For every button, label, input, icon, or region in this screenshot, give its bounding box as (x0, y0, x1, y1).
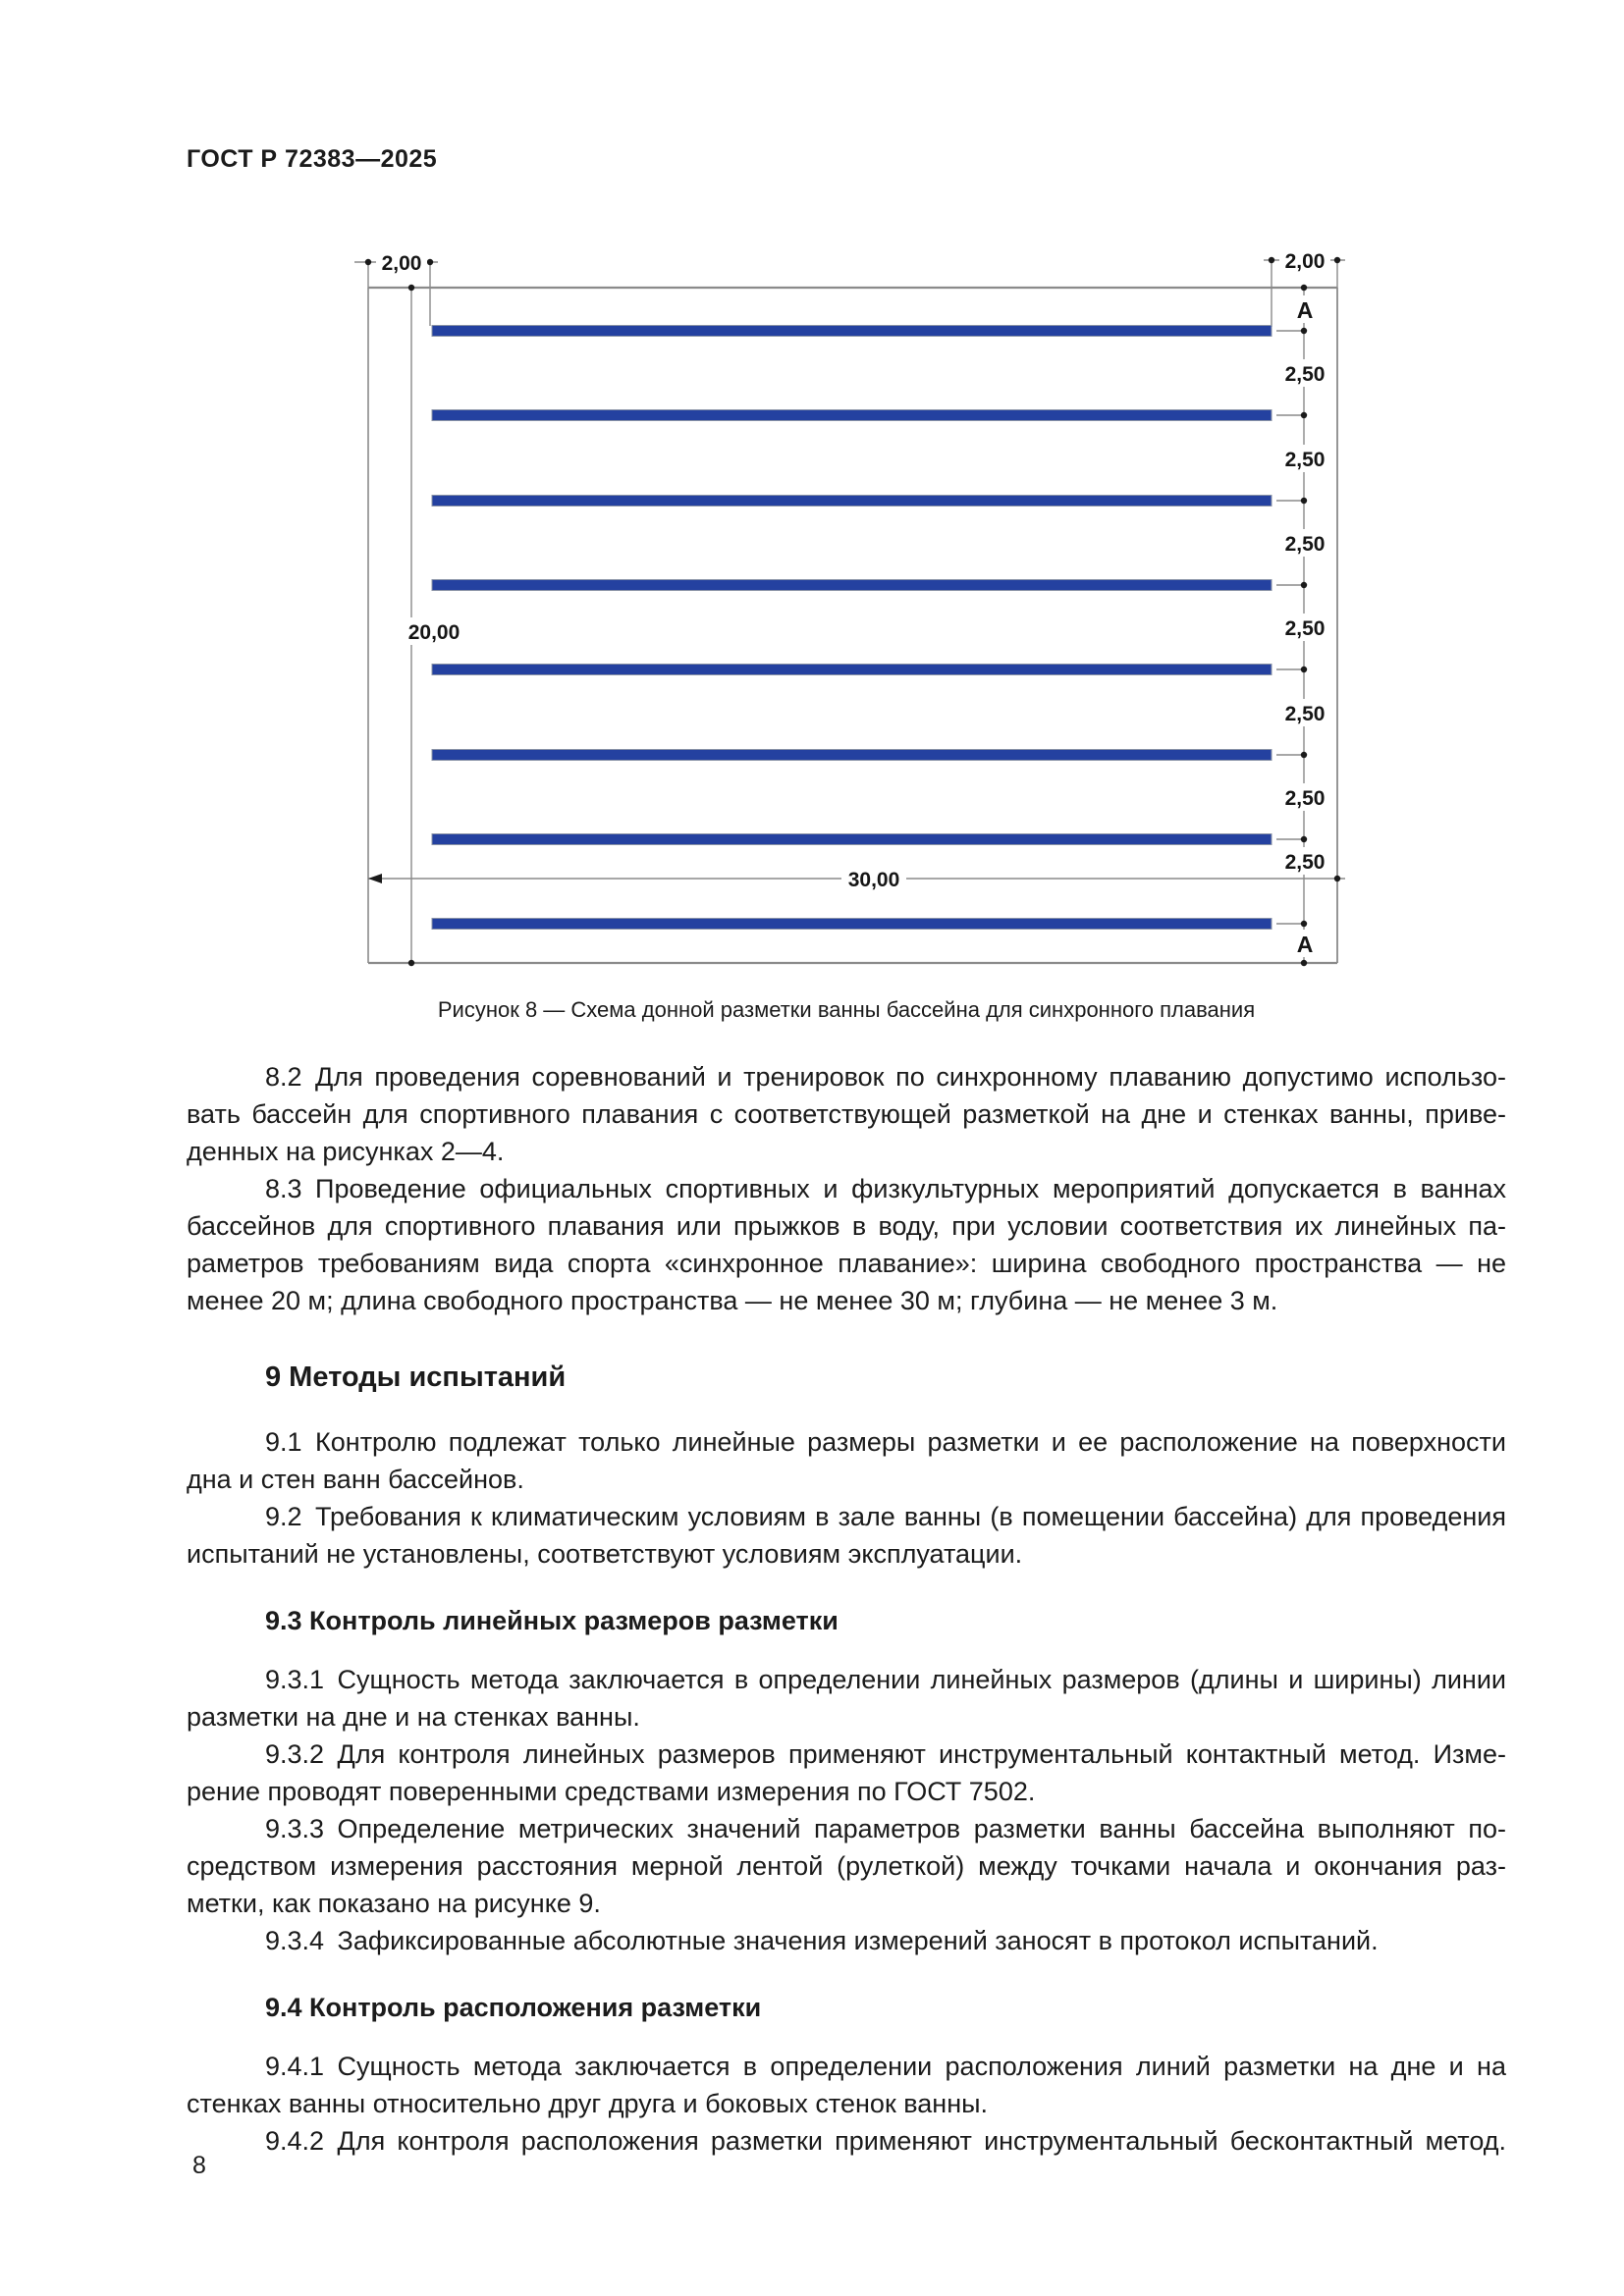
body-line: бассейнов для спортивного плавания или прыжков в воду, при условии соответствия их линейных па- (187, 1211, 1506, 1241)
body-paragraph (187, 1058, 1506, 1170)
dim-tick (1301, 412, 1307, 418)
dim-label-2-50: 2,50 (1284, 787, 1326, 810)
body-line: дна и стен ванн бассейнов. (187, 1465, 524, 1494)
dim-tick (1334, 257, 1340, 263)
body-line: 9.3.4 Зафиксированные абсолютные значения измерений заносят в протокол испытаний. (265, 1926, 1379, 1955)
dim-tick (1301, 285, 1307, 291)
body-paragraph (187, 1423, 1506, 1498)
body-line: средством измерения расстояния мерной лентой (рулеткой) между точками начала и окончания раз- (187, 1851, 1506, 1881)
body-line: 9.3.2 Для контроля линейных размеров применяют инструментальный контактный метод. Изме- (265, 1739, 1506, 1769)
pool-lane-stripe (432, 750, 1272, 761)
dim-label-2-50: 2,50 (1284, 449, 1326, 471)
dim-tick (365, 259, 371, 265)
pool-lane-stripe (432, 410, 1272, 421)
body-line: раметров требованиям вида спорта «синхронное плавание»: ширина свободного пространства — не (187, 1249, 1506, 1278)
section-label-a-bottom: A (1296, 932, 1314, 957)
body-line: 9.4.1 Сущность метода заключается в определении расположения линий разметки на дне и на (265, 2052, 1506, 2081)
body-paragraph (187, 1170, 1506, 1319)
dim-tick (1301, 667, 1307, 672)
dim-label-2-50: 2,50 (1284, 703, 1326, 725)
body-paragraph (187, 1810, 1506, 1922)
dim-tick (1301, 960, 1307, 966)
body-line: стенках ванны относительно друг друга и боковых стенок ванны. (187, 2089, 989, 2118)
section-heading: 9.4 Контроль расположения разметки (265, 1993, 762, 2022)
body-text-column (187, 1058, 1506, 2160)
dim-tick (1334, 876, 1340, 881)
document-code-header: ГОСТ Р 72383—2025 (187, 145, 438, 173)
dim-tick (408, 960, 414, 966)
body-line: вать бассейн для спортивного плавания с соответствующей разметкой на дне и стенках ванны, приве- (187, 1099, 1506, 1129)
body-paragraph (187, 1735, 1506, 1810)
dim-label-2-50: 2,50 (1284, 533, 1326, 556)
dim-tick (1301, 498, 1307, 504)
body-line: разметки на дне и на стенках ванны. (187, 1702, 640, 1732)
body-line: 8.3 Проведение официальных спортивных и физкультурных мероприятий допускается в ваннах (265, 1174, 1506, 1203)
dim-tick (1269, 257, 1274, 263)
body-paragraph (187, 1661, 1506, 1735)
pool-lane-stripe (432, 496, 1272, 507)
body-line: денных на рисунках 2—4. (187, 1137, 505, 1166)
dim-tick (1301, 752, 1307, 758)
dim-label-20m: 20,00 (407, 621, 460, 644)
body-line: 8.2 Для проведения соревнований и тренировок по синхронному плаванию допустимо использо- (265, 1062, 1506, 1092)
body-paragraph (187, 1498, 1506, 1573)
dim-label-30m: 30,00 (847, 869, 900, 891)
section-heading: 9 Методы испытаний (265, 1362, 567, 1393)
dim-tick (1301, 582, 1307, 588)
body-line: рение проводят поверенными средствами измерения по ГОСТ 7502. (187, 1777, 1036, 1806)
pool-lane-stripe (432, 665, 1272, 675)
dim-tick (1301, 836, 1307, 842)
body-line: 9.2 Требования к климатическим условиям в зале ванны (в помещении бассейна) для проведения (265, 1502, 1506, 1531)
body-paragraph (187, 1922, 1506, 1959)
dim-label-2-50: 2,50 (1284, 363, 1326, 386)
dim-tick (427, 259, 433, 265)
body-line: менее 20 м; длина свободного пространства — не менее 30 м; глубина — не менее 3 м. (187, 1286, 1278, 1315)
dim-tick (1301, 328, 1307, 334)
figure-caption: Рисунок 8 — Схема донной разметки ванны бассейна для синхронного плавания (437, 997, 1256, 1022)
dim-label-2-50: 2,50 (1284, 617, 1326, 640)
dim-label-2m-right: 2,00 (1284, 250, 1326, 273)
body-line: испытаний не установлены, соответствуют условиям эксплуатации. (187, 1539, 1023, 1569)
body-line: метки, как показано на рисунке 9. (187, 1889, 601, 1918)
dim-tick (408, 285, 414, 291)
pool-lane-stripe (432, 580, 1272, 591)
body-paragraph (187, 2122, 1506, 2160)
body-line: 9.4.2 Для контроля расположения разметки применяют инструментальный бесконтактный метод. (265, 2126, 1506, 2156)
body-paragraph (187, 2048, 1506, 2122)
body-line: 9.3.1 Сущность метода заключается в определении линейных размеров (длины и ширины) линии (265, 1665, 1506, 1694)
dim-label-2-50: 2,50 (1284, 851, 1326, 874)
pool-lane-stripe (432, 326, 1272, 337)
section-label-a-top: A (1296, 297, 1314, 323)
dim-tick (1301, 921, 1307, 927)
section-heading: 9.3 Контроль линейных размеров разметки (265, 1606, 839, 1635)
pool-lane-stripe (432, 834, 1272, 845)
pool-lane-stripe (432, 919, 1272, 930)
figure-8-pool-marking-diagram (0, 0, 1624, 991)
body-line: 9.3.3 Определение метрических значений параметров разметки ванны бассейна выполняют по- (265, 1814, 1506, 1843)
dim-arrow-left (368, 874, 382, 883)
body-line: 9.1 Контролю подлежат только линейные размеры разметки и ее расположение на поверхности (265, 1427, 1506, 1457)
dim-label-2m-left: 2,00 (381, 252, 422, 275)
page-number: 8 (192, 2152, 206, 2179)
